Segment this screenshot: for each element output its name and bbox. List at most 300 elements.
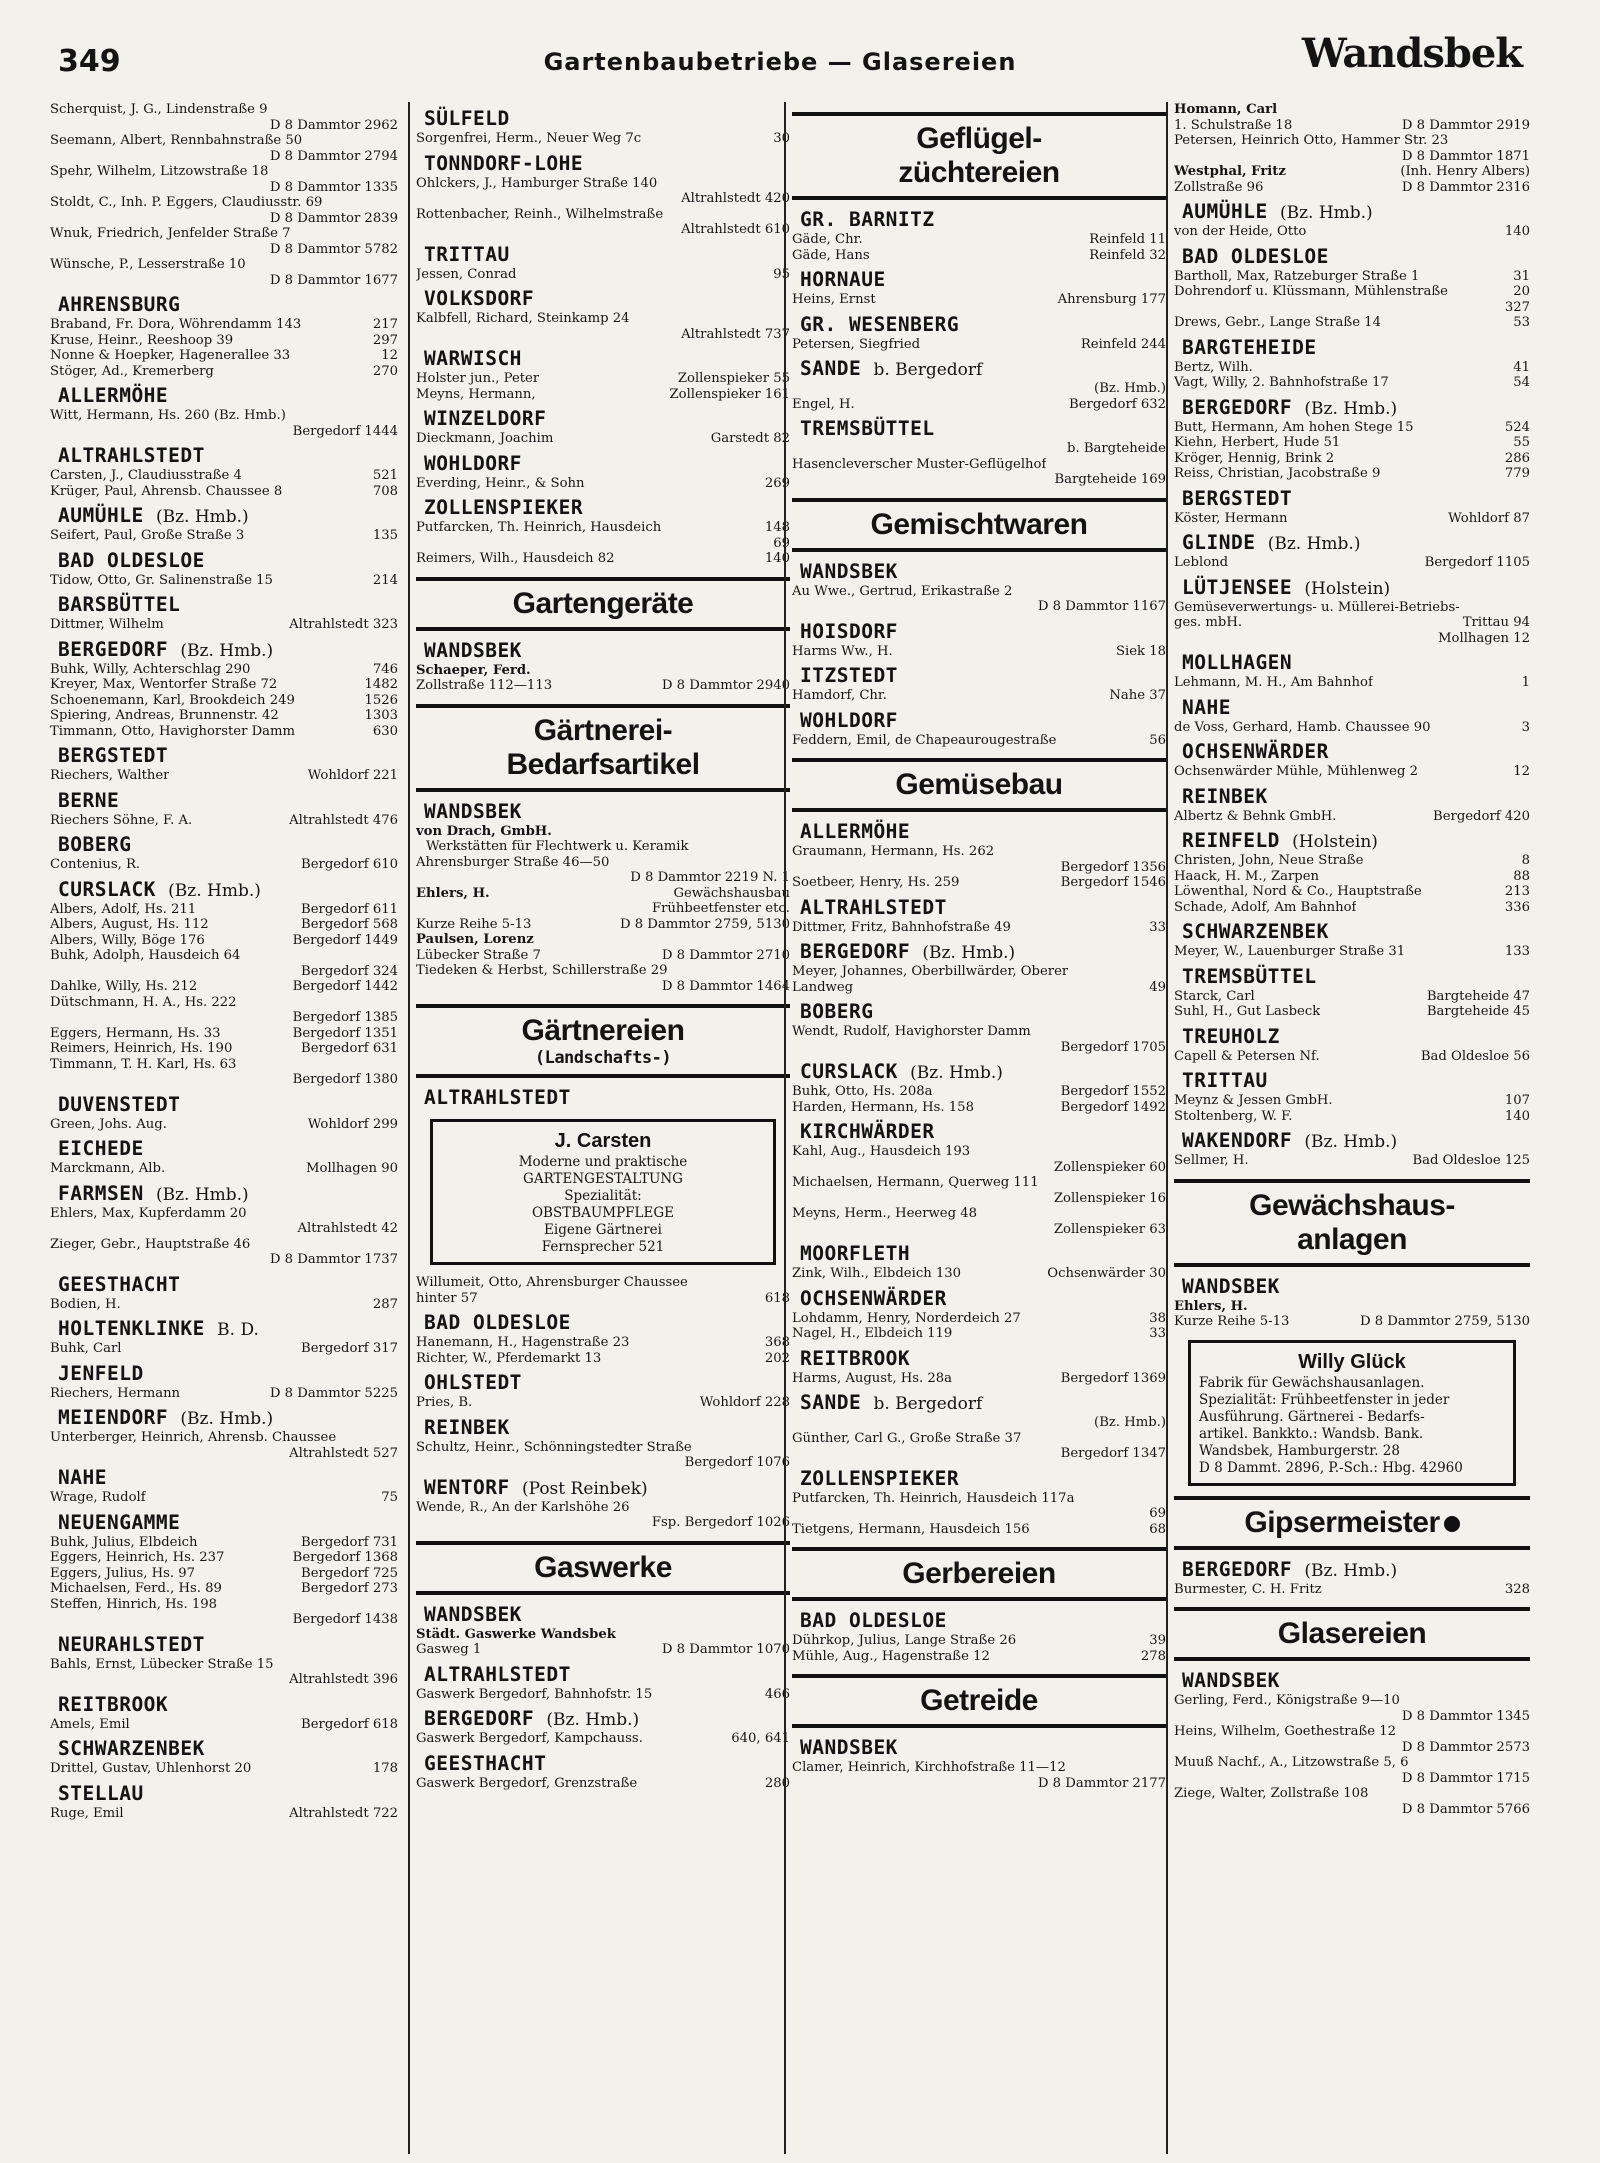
entry-continuation: Altrahlstedt 737: [681, 326, 790, 342]
entry-phone: 297: [372, 332, 398, 348]
entry-phone: Zollenspieker 55: [677, 371, 790, 386]
entry-continuation: Bergedorf 324: [301, 963, 398, 979]
locality-heading: SÜLFELD: [424, 107, 510, 130]
entry-name: Sellmer, H.: [1174, 1153, 1249, 1168]
locality-heading: BERGSTEDT: [1182, 486, 1293, 510]
entry-name: Homann, Carl: [1174, 102, 1278, 117]
entry-phone: Reinfeld 11: [1089, 232, 1166, 247]
listing-entry: [1174, 615, 1530, 631]
listing-entry: [1174, 675, 1530, 691]
entry-phone: 12: [1513, 764, 1530, 779]
entry-phone: Mollhagen 90: [306, 1161, 398, 1176]
category-heading: Gaswerke: [416, 1541, 790, 1595]
entry-name: Riechers, Walther: [50, 768, 170, 783]
entry-name: Steffen, Hinrich, Hs. 198: [50, 1596, 218, 1612]
entry-phone: 3: [1521, 719, 1530, 735]
locality-heading: MEIENDORF (Bz. Hmb.): [58, 1406, 274, 1429]
entry-name: Zink, Wilh., Elbdeich 130: [792, 1266, 962, 1281]
entry-name: Tidow, Otto, Gr. Salinenstraße 15: [50, 572, 273, 588]
entry-phone: 630: [372, 723, 398, 739]
locality-heading: WANDSBEK: [424, 799, 522, 823]
ad-line: OBSTBAUMPFLEGE: [531, 1205, 675, 1221]
category-subheading: (Landschafts-): [534, 1048, 672, 1068]
locality-suffix: b. Bergedorf: [873, 360, 983, 380]
advertisement-box: [430, 1119, 776, 1265]
locality-heading: HOISDORF: [800, 619, 898, 643]
locality-suffix: b. Bergedorf: [873, 1394, 983, 1414]
entry-name: Heins, Wilhelm, Goethestraße 12: [1174, 1724, 1397, 1739]
entry-phone: 1482: [364, 677, 398, 692]
listing-entry: [50, 1041, 398, 1057]
entry-continuation: Bergedorf 1444: [292, 423, 398, 439]
entry-name: Holster jun., Peter: [416, 371, 540, 386]
entry-name: Gerling, Ferd., Königstraße 9—10: [1174, 1693, 1400, 1708]
entry-phone: Wohldorf 299: [307, 1116, 398, 1132]
entry-name: Harden, Hermann, Hs. 158: [792, 1099, 974, 1115]
entry-name: Marckmann, Alb.: [50, 1161, 166, 1176]
entry-name: Carsten, J., Claudiusstraße 4: [50, 468, 242, 483]
entry-phone: Bergedorf 618: [301, 1716, 398, 1732]
entry-phone: Bergedorf 1351: [292, 1025, 398, 1041]
listing-entry: [50, 484, 398, 500]
listing-entry: [1174, 764, 1530, 780]
entry-phone: 214: [372, 572, 398, 588]
entry-phone: Bergedorf 1449: [292, 932, 398, 948]
entry-name: Braband, Fr. Dora, Wöhrendamm 143: [50, 317, 302, 332]
listing-entry: [416, 131, 790, 147]
entry-name: Albers, Adolf, Hs. 211: [50, 901, 197, 917]
locality-heading: BERGEDORF (Bz. Hmb.): [800, 940, 1016, 963]
listing-entry: [416, 932, 790, 948]
entry-continuation: D 8 Dammtor 1167: [1037, 599, 1166, 614]
entry-phone: 278: [1140, 1648, 1166, 1664]
entry-phone: 217: [372, 317, 398, 332]
listing-entry: [416, 1440, 790, 1456]
listing-entry: [50, 257, 398, 273]
listing-entry: [792, 875, 1166, 891]
listing-entry: [416, 1731, 790, 1747]
listing-entry: [50, 1206, 398, 1222]
entry-phone: 135: [372, 528, 398, 543]
entry-phone: [1524, 1755, 1530, 1771]
entry-name: Suhl, H., Gut Lasbeck: [1174, 1004, 1321, 1019]
listing-entry: [1174, 1093, 1530, 1109]
entry-phone: 8: [1521, 853, 1530, 868]
entry-name: Christen, John, Neue Straße: [1174, 853, 1364, 868]
listing-entry: [416, 663, 790, 679]
entry-name: Zollstraße 96: [1174, 179, 1264, 195]
ad-line: Moderne und praktische: [518, 1154, 688, 1170]
entry-name: Dieckmann, Joachim: [416, 431, 554, 446]
entry-name: Meyns, Herm., Heerweg 48: [792, 1206, 978, 1221]
entry-name: Haack, H. M., Zarpen: [1174, 868, 1320, 884]
locality-heading: TREMSBÜTTEL: [800, 417, 935, 440]
entry-phone: 618: [764, 1290, 790, 1306]
entry-phone: 30: [773, 131, 790, 146]
listing-entry: [416, 886, 790, 902]
listing-entry: [1174, 315, 1530, 331]
entry-phone: 178: [372, 1761, 398, 1776]
entry-name: Heins, Ernst: [792, 292, 876, 307]
listing-entry: [416, 1500, 790, 1516]
listing-entry: [792, 1633, 1166, 1649]
entry-name: Petersen, Siegfried: [792, 336, 921, 352]
entry-phone: 88: [1513, 868, 1530, 884]
listing-entry: [50, 364, 398, 380]
locality-heading: NEURAHLSTEDT: [58, 1632, 205, 1656]
entry-name: Bahls, Ernst, Lübecker Straße 15: [50, 1656, 274, 1672]
entry-name: Albers, Willy, Böge 176: [50, 932, 205, 948]
entry-name: Dittmer, Wilhelm: [50, 617, 164, 632]
entry-continuation: D 8 Dammtor 1715: [1401, 1770, 1530, 1786]
listing-entry: [50, 857, 398, 873]
locality-heading: ALLERMÖHE: [800, 820, 911, 843]
listing-entry: [1174, 1786, 1530, 1802]
entry-phone: Bergedorf 610: [301, 857, 398, 872]
entry-name: Buhk, Julius, Elbdeich: [50, 1534, 198, 1550]
listing-entry: [1174, 180, 1530, 196]
entry-name: Witt, Hermann, Hs. 260 (Bz. Hmb.): [50, 408, 286, 423]
entry-phone: [392, 133, 398, 149]
entry-phone: 708: [372, 483, 398, 499]
listing-entry: [1174, 944, 1530, 960]
entry-name: Wrage, Rudolf: [50, 1490, 146, 1505]
locality-suffix: (Holstein): [1292, 832, 1378, 852]
entry-name: Gäde, Hans: [792, 247, 870, 263]
locality-heading: NAHE: [1182, 695, 1231, 719]
listing-entry: [792, 920, 1166, 936]
listing-entry: [416, 431, 790, 447]
listing-entry: [50, 708, 398, 724]
entry-phone: 49: [1149, 979, 1166, 995]
entry-continuation: Altrahlstedt 420: [681, 191, 790, 206]
entry-continuation: Zollenspieker 63: [1053, 1221, 1166, 1237]
listing-entry: [792, 1522, 1166, 1538]
listing-entry: [792, 1206, 1166, 1222]
listing-entry: [1174, 1755, 1530, 1771]
entry-phone: [1524, 133, 1530, 149]
entry-phone: 55: [1513, 435, 1530, 450]
listing-entry: [50, 1386, 398, 1402]
listing-entry: [792, 1311, 1166, 1327]
locality-heading: STELLAU: [58, 1781, 144, 1805]
locality-heading: BERGSTEDT: [58, 744, 169, 767]
listing-entry: [416, 1291, 790, 1307]
locality-suffix: B. D.: [217, 1320, 259, 1340]
entry-name: Soetbeer, Henry, Hs. 259: [792, 875, 960, 890]
entry-phone: (Inh. Henry Albers): [1400, 164, 1530, 179]
entry-name: Contenius, R.: [50, 857, 141, 872]
locality-heading: TONNDORF-LOHE: [424, 151, 584, 175]
entry-phone: D 8 Dammtor 5225: [269, 1385, 398, 1401]
category-heading: Getreide: [792, 1674, 1166, 1728]
listing-entry: [50, 164, 398, 180]
entry-phone: 39: [1149, 1633, 1166, 1648]
listing-entry: [50, 1297, 398, 1313]
entry-phone: 12: [381, 348, 398, 363]
entry-phone: 53: [1513, 315, 1530, 330]
entry-name: Reimers, Wilh., Hausdeich 82: [416, 551, 615, 566]
ad-line: Fernsprecher 521: [541, 1239, 665, 1255]
entry-phone: 95: [773, 266, 790, 282]
locality-heading: BAD OLDESLOE: [424, 1311, 571, 1334]
listing-entry: [416, 963, 790, 979]
entry-phone: 38: [1149, 1310, 1166, 1326]
ad-line: D 8 Dammt. 2896, P.-Sch.: Hbg. 42960: [1199, 1459, 1463, 1476]
entry-name: Bertz, Wilh.: [1174, 359, 1253, 375]
entry-phone: 466: [764, 1686, 790, 1702]
entry-name: Hanemann, H., Hagenstraße 23: [416, 1335, 630, 1350]
entry-name: ges. mbH.: [1174, 615, 1243, 630]
entry-phone: 213: [1504, 884, 1530, 899]
entry-name: Riechers, Hermann: [50, 1385, 181, 1401]
entry-name: Gaswerk Bergedorf, Bahnhofstr. 15: [416, 1686, 653, 1702]
ad-line: Spezialität: Frühbeetfenster in jeder: [1199, 1391, 1450, 1408]
entry-continuation: D 8 Dammtor 2839: [269, 210, 398, 226]
listing-entry: [416, 371, 790, 387]
entry-phone: [392, 257, 398, 273]
entry-phone: Garstedt 82: [710, 431, 790, 446]
locality-suffix: (Bz. Hmb.): [1279, 203, 1373, 223]
locality-heading: WANDSBEK: [800, 559, 898, 583]
entry-phone: D 8 Dammtor 2710: [661, 947, 790, 963]
locality-heading: REINFELD (Holstein): [1182, 829, 1378, 852]
listing-entry: [416, 520, 790, 536]
entry-name: Schultz, Heinr., Schönningstedter Straße: [416, 1439, 692, 1455]
listing-entry: [50, 1026, 398, 1042]
locality-heading: BARGTEHEIDE: [1182, 335, 1317, 359]
listing-entry: [416, 1627, 790, 1643]
listing-entry: [50, 1490, 398, 1506]
entry-name: Hamdorf, Chr.: [792, 688, 887, 703]
listing-entry: [50, 1057, 398, 1073]
listing-entry: [416, 551, 790, 567]
entry-continuation: Bergedorf 1076: [684, 1455, 790, 1470]
entry-name: Ochsenwärder Mühle, Mühlenweg 2: [1174, 764, 1418, 779]
entry-phone: [392, 948, 398, 964]
entry-phone: [392, 1237, 398, 1253]
listing-entry: [1174, 451, 1530, 467]
listing-entry: [416, 1642, 790, 1658]
listing-entry: [50, 813, 398, 829]
entry-name: Ehlers, H.: [416, 885, 490, 901]
entry-name: Reiss, Christian, Jacobstraße 9: [1174, 466, 1381, 481]
locality-heading: NAHE: [58, 1466, 107, 1489]
entry-name: Wünsche, P., Lesserstraße 10: [50, 257, 246, 272]
locality-suffix: (Holstein): [1304, 578, 1391, 599]
entry-continuation: D 8 Dammtor 5782: [269, 241, 398, 257]
category-heading: Gipsermeister: [1174, 1496, 1530, 1550]
locality-suffix: (Bz. Hmb.): [168, 880, 261, 901]
entry-name: Sorgenfrei, Herm., Neuer Weg 7c: [416, 131, 642, 146]
entry-name: Mühle, Aug., Hagenstraße 12: [792, 1648, 990, 1664]
locality-heading: AUMÜHLE (Bz. Hmb.): [1182, 200, 1373, 223]
entry-name: Stoltenberg, W. F.: [1174, 1108, 1293, 1124]
listing-entry: [50, 724, 398, 740]
listing-entry: [50, 195, 398, 211]
locality-heading: BERGEDORF (Bz. Hmb.): [424, 1707, 640, 1730]
entry-phone: [392, 408, 398, 424]
entry-name: Löwenthal, Nord & Co., Hauptstraße: [1174, 884, 1422, 899]
entry-name: Bartholl, Max, Ratzeburger Straße 1: [1174, 268, 1420, 284]
locality-heading: GR. BARNITZ: [800, 208, 935, 231]
entry-phone: [1524, 1724, 1530, 1740]
ad-line: Wandsbek, Hamburgerstr. 28: [1199, 1442, 1400, 1459]
entry-name: Butt, Hermann, Am hohen Stege 15: [1174, 419, 1414, 435]
entry-phone: 33: [1149, 919, 1166, 935]
listing-entry: [50, 617, 398, 633]
entry-phone: 779: [1504, 466, 1530, 481]
entry-continuation: D 8 Dammtor 1345: [1401, 1708, 1530, 1724]
listing-entry: [416, 1776, 790, 1792]
entry-phone: Ahrensburg 177: [1057, 292, 1166, 307]
entry-phone: Bergedorf 731: [301, 1534, 398, 1550]
entry-phone: 524: [1504, 419, 1530, 435]
locality-heading: KIRCHWÄRDER: [800, 1120, 935, 1143]
entry-name: Buhk, Carl: [50, 1341, 122, 1356]
entry-name: von Drach, GmbH.: [416, 823, 552, 839]
listing-entry: [792, 844, 1166, 860]
locality-heading: WARWISCH: [424, 347, 522, 370]
entry-phone: 1303: [364, 708, 398, 723]
locality-heading: WANDSBEK: [800, 1736, 898, 1759]
entry-name: Stöger, Ad., Kremerberg: [50, 363, 214, 379]
listing-entry: [792, 688, 1166, 704]
entry-name: Meyns, Hermann,: [416, 386, 536, 402]
listing-entry: [1174, 1299, 1530, 1315]
entry-continuation: Frühbeetfenster etc.: [651, 901, 790, 916]
page-number: 349: [58, 44, 121, 79]
locality-heading: BAD OLDESLOE: [58, 548, 205, 572]
listing-entry: [1174, 1004, 1530, 1020]
listing-entry: [416, 207, 790, 223]
locality-heading: BOBERG: [800, 1000, 874, 1023]
listing-entry: [792, 584, 1166, 600]
entry-phone: [1524, 1299, 1530, 1315]
locality-heading: BARSBÜTTEL: [58, 593, 181, 616]
entry-name: Gemüseverwertungs- u. Müllerei-Betriebs-: [1174, 599, 1460, 615]
listing-entry: [1174, 884, 1530, 900]
entry-name: Ehlers, Max, Kupferdamm 20: [50, 1205, 247, 1221]
entry-phone: D 8 Dammtor 2316: [1401, 179, 1530, 195]
entry-phone: Wohldorf 228: [699, 1395, 790, 1410]
listing-entry: [1174, 511, 1530, 527]
column-1: [44, 102, 404, 2154]
category-heading: Gartengeräte: [416, 577, 790, 631]
locality-heading: WAKENDORF (Bz. Hmb.): [1182, 1129, 1398, 1152]
entry-name: Gaswerk Bergedorf, Grenzstraße: [416, 1775, 638, 1791]
listing-entry: [792, 1491, 1166, 1507]
entry-name: Gäde, Chr.: [792, 232, 863, 247]
listing-entry: [416, 948, 790, 964]
entry-name: Ehlers, H.: [1174, 1298, 1248, 1314]
listing-entry: [50, 693, 398, 709]
locality-heading: REINBEK: [424, 1415, 510, 1439]
entry-name: Graumann, Hermann, Hs. 262: [792, 844, 995, 859]
locality-heading: TREMSBÜTTEL: [1182, 964, 1317, 988]
locality-heading: BAD OLDESLOE: [800, 1609, 947, 1632]
listing-entry: [792, 1084, 1166, 1100]
entry-continuation: D 8 Dammtor 2219 N. 1: [630, 870, 790, 885]
entry-name: Vagt, Willy, 2. Bahnhofstraße 17: [1174, 375, 1389, 390]
entry-continuation: Bergedorf 1380: [292, 1072, 398, 1087]
entry-name: Meyer, W., Lauenburger Straße 31: [1174, 944, 1406, 959]
locality-heading: AUMÜHLE (Bz. Hmb.): [58, 504, 249, 527]
entry-name: Lohdamm, Henry, Norderdeich 27: [792, 1310, 1021, 1326]
entry-phone: Bergedorf 1546: [1060, 875, 1166, 890]
entry-phone: [392, 195, 398, 211]
listing-entry: [1174, 720, 1530, 736]
listing-entry: [792, 1024, 1166, 1040]
entry-phone: 521: [372, 468, 398, 483]
entry-name: Landweg: [792, 979, 854, 995]
entry-phone: Reinfeld 244: [1080, 336, 1166, 352]
entry-name: Riechers Söhne, F. A.: [50, 812, 193, 828]
entry-name: Meyer, Johannes, Oberbillwärder, Oberer: [792, 964, 1069, 979]
entry-name: Wnuk, Friedrich, Jenfelder Straße 7: [50, 226, 291, 241]
ad-title: J. Carsten: [554, 1130, 652, 1152]
entry-name: Nonne & Hoepker, Hagenerallee 33: [50, 348, 291, 363]
entry-phone: D 8 Dammtor 2759, 5130: [619, 916, 790, 932]
entry-phone: [1524, 1693, 1530, 1709]
entry-name: Drittel, Gustav, Uhlenhorst 20: [50, 1761, 252, 1776]
listing-entry: [792, 248, 1166, 264]
entry-name: Städt. Gaswerke Wandsbek: [416, 1626, 616, 1642]
category-heading: Geflügel- züchtereien: [792, 112, 1166, 200]
listing-entry: [792, 292, 1166, 308]
listing-entry: [1174, 375, 1530, 391]
ad-line: artikel. Bankkto.: Wandsb. Bank.: [1199, 1425, 1424, 1442]
entry-phone: Bergedorf 631: [301, 1041, 398, 1056]
entry-phone: 56: [1149, 732, 1166, 748]
entry-name: von der Heide, Otto: [1174, 224, 1307, 239]
entry-name: Albers, August, Hs. 112: [50, 917, 209, 932]
entry-name: Ahrensburger Straße 46—50: [416, 854, 610, 870]
listing-entry: [50, 333, 398, 349]
listing-entry: [1174, 133, 1530, 149]
locality-heading: HORNAUE: [800, 268, 886, 291]
listing-entry: [50, 768, 398, 784]
entry-name: Lehmann, M. H., Am Bahnhof: [1174, 675, 1373, 690]
listing-entry: [1174, 853, 1530, 869]
listing-entry: [50, 1717, 398, 1733]
entry-name: Dittmer, Fritz, Bahnhofstraße 49: [792, 919, 1011, 935]
entry-phone: 202: [764, 1350, 790, 1366]
locality-suffix: (Bz. Hmb.): [1304, 1560, 1398, 1581]
listing-entry: [50, 133, 398, 149]
entry-phone: D 8 Dammtor 2940: [661, 678, 790, 693]
locality-heading: TRITTAU: [424, 242, 510, 266]
advertisement-box: [1188, 1340, 1516, 1486]
locality-heading: OHLSTEDT: [424, 1371, 522, 1394]
locality-heading: BERGEDORF (Bz. Hmb.): [1182, 395, 1398, 419]
listing-entry: [416, 1395, 790, 1411]
entry-name: Pries, B.: [416, 1395, 473, 1410]
locality-suffix: (Bz. Hmb.): [910, 1063, 1003, 1083]
entry-continuation: Bergedorf 1356: [1060, 859, 1166, 875]
entry-name: Nagel, H., Elbdeich 119: [792, 1326, 953, 1341]
locality-suffix: (Bz. Hmb.): [1267, 534, 1361, 554]
listing-entry: [792, 733, 1166, 749]
entry-name: Kahl, Aug., Hausdeich 193: [792, 1144, 971, 1159]
locality-heading: ALTRAHLSTEDT: [424, 1662, 571, 1686]
locality-heading: BERNE: [58, 788, 120, 812]
entry-name: Schaeper, Ferd.: [416, 662, 531, 678]
entry-name: Kurze Reihe 5-13: [1174, 1314, 1290, 1329]
listing-entry: [50, 1581, 398, 1597]
listing-entry: [1174, 900, 1530, 916]
entry-name: Stoldt, C., Inh. P. Eggers, Claudiusstr. 69: [50, 195, 323, 210]
